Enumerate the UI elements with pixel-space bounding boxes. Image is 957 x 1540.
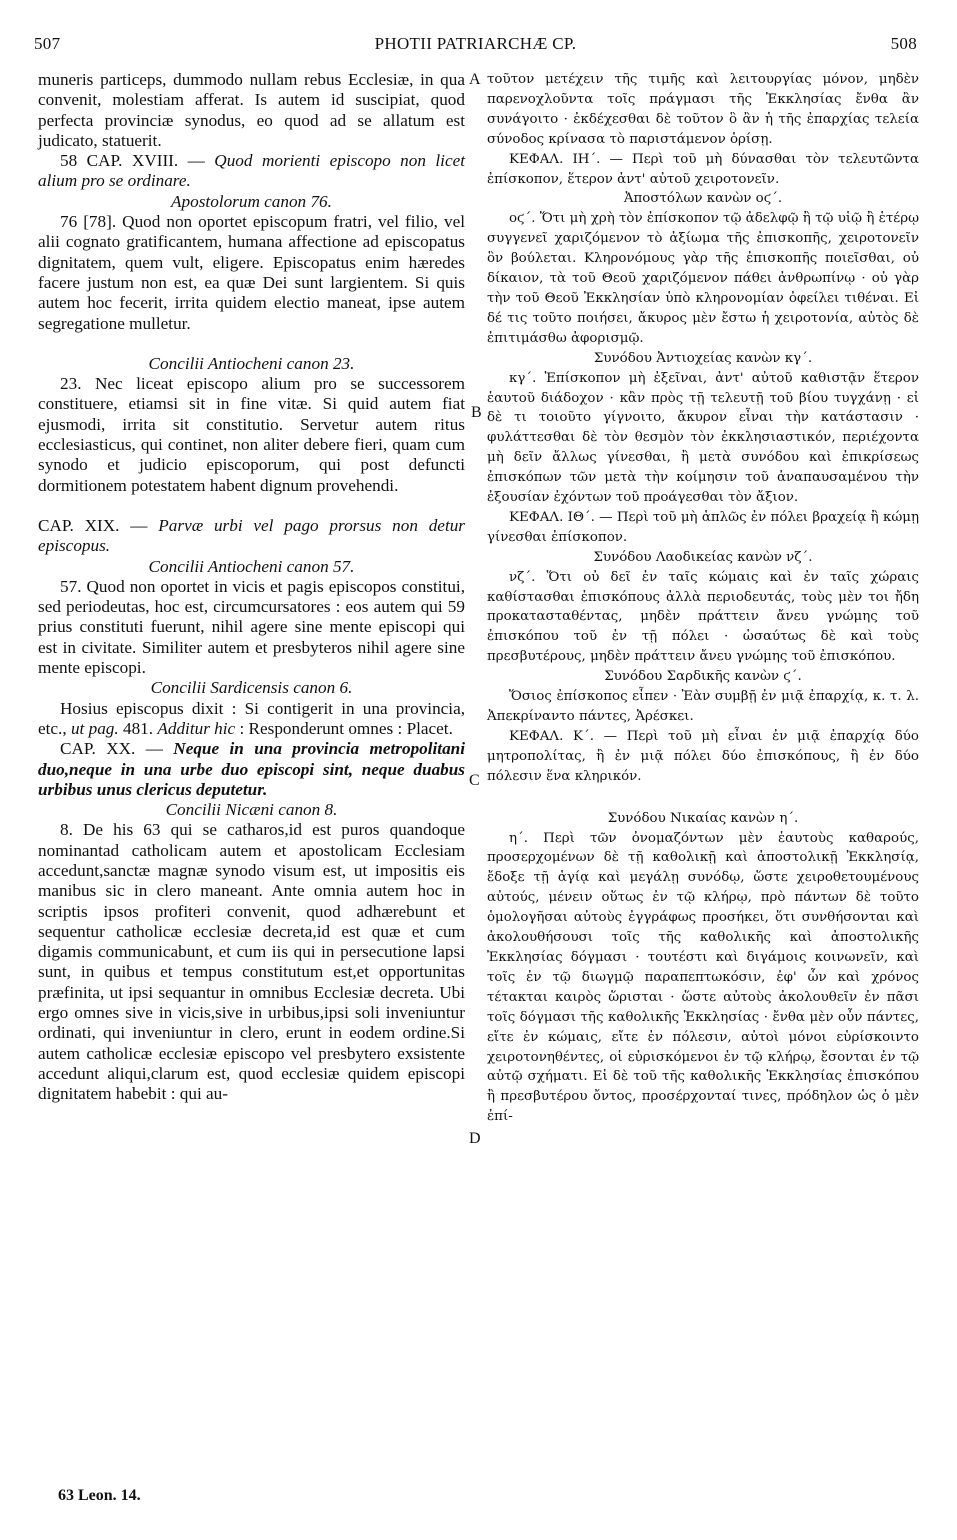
- right-page-number: 508: [890, 34, 917, 53]
- running-title: PHOTII PATRIARCHÆ CP.: [374, 34, 577, 53]
- chapter-title: Neque in una provincia metropolitani duo,neque in una urbe duo episcopi sint, neque duabus urbibus unus clericus deputetur.: [38, 739, 466, 799]
- margin-marker-b: B: [471, 404, 482, 421]
- margin-marker-a: A: [469, 71, 481, 88]
- footnote: 63 Leon. 14.: [58, 1487, 141, 1504]
- canon-text: Ὅσιος ἐπίσκοπος εἶπεν · Ἐὰν συμβῇ ἐν μιᾷ ἐπαρχίᾳ, κ. τ. λ. Ἀπεκρίναντο πάντες, Ἀρέσκει.: [487, 689, 919, 724]
- chapter-heading: ΚΕΦΑΛ. Κ΄. — Περὶ τοῦ μὴ εἶναι ἐν μιᾷ ἐπαρχίᾳ δύο μητροπολίτας, ἢ ἐν μιᾷ πόλει δύο ἐπισκόπους, ἢ ἐν δύο πόλεσιν ἕνα κληρικόν.: [487, 728, 919, 784]
- canon-source: Apostolorum canon 76.: [171, 191, 332, 211]
- margin-marker-d: D: [469, 1130, 481, 1147]
- chapter-title: Parvæ urbi vel pago prorsus non detur episcopus.: [38, 515, 465, 556]
- canon-text: οϛ΄. Ὅτι μὴ χρὴ τὸν ἐπίσκοπον τῷ ἀδελφῷ ἢ τῷ υἱῷ ἢ ἑτέρῳ συγγενεῖ χαριζόμενον τὸ ἀξίωμα τῆς ἐπισκοπῆς, χειροτονεῖν ὃν βούλεται. Κληρονόμους γὰρ τῆς ἐπισκοπῆς ποιεῖσθαι, οὐ δίκαιον, τὰ τοῦ Θεοῦ χαριζόμενον πάθει ἀνθρωπίνῳ · οὐ γὰρ τὴν τοῦ Θεοῦ Ἐκκλησίαν ὑπὸ κληρονομίαν ὀφείλει τιθέναι. Εἰ δέ τις τοῦτο ποιήσει, ἄκυρος μὲν ἔστω ἡ χειροτονία, αὐτὸς δὲ ἐπιτιμάσθω ἀφορισμῷ.: [487, 211, 919, 346]
- canon-source: Συνόδου Νικαίας κανὼν η΄.: [607, 810, 799, 826]
- greek-paragraph: τοῦτον μετέχειν τῆς τιμῆς καὶ λειτουργίας μόνον, μηδὲν παρενοχλοῦντα τοῖς πράγμασι τῆς Ἐκκλησίας ἔνθα ἂν συνάγοιτο · ἐκδέχεσθαι δὲ τοῦτον ὃ ἂν ἡ τῆς ἐπαρχίας τελεία σύνοδος κρίνασα τὸ παριστάμενον ὁρίσῃ.: [487, 72, 919, 147]
- chapter-heading: ΚΕΦΑΛ. ΙΘ΄. — Περὶ τοῦ μὴ ἁπλῶς ἐν πόλει βραχείᾳ ἢ κώμῃ γίνεσθαι ἐπίσκοπον.: [487, 509, 919, 545]
- canon-text-part: Hosius episcopus dixit : Si contigerit in una provincia, etc.,: [38, 698, 465, 738]
- canon-text: 76 [78]. Quod non oportet episcopum fratri, vel filio, vel alii cognato gratificantem, humana affectione ad episcopatus dignitatem, quem vult, eligere. Episcopatus enim hæredes facere justum non est, ea quæ Dei sunt largientem. Si quis autem hoc fecerit, irrita quidem electio maneat, ipse autem segregatione mulletur.: [38, 212, 465, 333]
- chapter-heading: [38, 516, 465, 557]
- chapter-number: CAP. XIX. —: [38, 515, 148, 535]
- margin-marker-c: C: [469, 772, 480, 789]
- canon-text: 8. De his 63 qui se catharos,id est puros quandoque nominantad catholicam autem et apostolicam Ecclesiam accedunt,sanctæ magnæ synodo visum est, ut impositis eis manibus sic in clero maneant. Ante omnia autem hoc in scriptis ipsos profiteri convenit, quod adhærebunt et sequentur catholicæ ecclesiæ decreta,id est quæ et cum digamis communicabunt, et cum iis qui in persecutione lapsi sunt, in quibus et tempus constitutum est,et opportunitas præfinita, ut ipsi sequantur in omnibus Ecclesiæ decreta. Ubi ergo omnes sive in vicis,sive in urbibus,ipsi soli inveniuntur ordinati, qui inveniuntur in clero, erunt in eodem ordine.Si autem catholicæ ecclesiæ episcopo vel presbytero exsistente accedunt aliqui,clarum est, quod ecclesiæ quidem episcopi dignitatem habebit : qui au-: [38, 820, 465, 1104]
- chapter-number: 58 CAP. XVIII. —: [60, 151, 205, 171]
- canon-source: Ἀποστόλων κανὼν οϛ΄.: [623, 191, 783, 207]
- chapter-title: Quod morienti episcopo non licet alium pro se ordinare.: [38, 151, 465, 191]
- canon-source: Συνόδου Λαοδικείας κανὼν νζ΄.: [593, 549, 813, 565]
- canon-text: [38, 699, 465, 740]
- canon-text-part: ut pag.: [70, 718, 119, 738]
- greek-column: [487, 70, 919, 1127]
- canon-source: Concilii Antiocheni canon 23.: [148, 353, 355, 373]
- chapter-heading: [38, 151, 465, 192]
- canon-source: Concilii Antiocheni canon 57.: [148, 556, 355, 576]
- canon-text: η΄. Περὶ τῶν ὀνομαζόντων μὲν ἑαυτοὺς καθαρούς, προσερχομένων δὲ τῇ καθολικῇ καὶ ἀποστολικῇ Ἐκκλησίᾳ, ἔδοξε τῇ ἁγίᾳ καὶ μεγάλῃ συνόδῳ, ὥστε χειροθετουμένους αὐτούς, μένειν οὕτως ἐν τῷ κλήρῳ, πρὸ πάντων δὲ τοῦτο ὁμολογῆσαι αὐτοὺς ἐγγράφως προσήκει, ὅτι συνθήσονται καὶ ἀκολουθήσουσι τοῖς τῆς καθολικῆς καὶ ἀποστολικῆς Ἐκκλησίας δόγμασι · τουτέστι καὶ διγάμοις κοινωνεῖν, καὶ τοῖς ἐν τῷ διωγμῷ παραπεπτωκόσιν, ἐφ' ὧν καὶ χρόνος τέτακται καιρὸς ὥρισται · ὥστε αὐτοὺς ἀκολουθεῖν ἐν πᾶσι τοῖς δόγμασι τῆς καθολικῆς Ἐκκλησίας · ἔνθα μὲν οὖν πάντες, εἴτε ἐν κώμαις, εἴτε ἐν πόλεσιν, αὐτοὶ μόνοι εὑρίσκοιντο χειροτονηθέντες, οἱ εὑρισκόμενοι ἐν τῷ κλήρῳ, ἔσονται ἐν τῷ αὐτῷ σχήματι. Εἰ δὲ τοῦ τῆς καθολικῆς Ἐκκλησίας ἐπισκόπου ἢ πρεσβυτέρου ὄντος, προσέρχονταί τινες, πρόδηλον ὡς ὁ μὲν ἐπί-: [487, 830, 919, 1125]
- canon-text-part: 481.: [122, 718, 154, 738]
- canon-source: Concilii Sardicensis canon 6.: [150, 678, 353, 698]
- latin-column: [38, 70, 465, 1105]
- page-header: [34, 34, 917, 58]
- canon-text: κγ΄. Ἐπίσκοπον μὴ ἐξεῖναι, ἀντ' αὐτοῦ καθιστᾷν ἕτερον ἑαυτοῦ διάδοχον · κἂν πρὸς τῇ τελευτῇ τοῦ βίου τυγχάνῃ · εἰ δὲ τι τοιοῦτο γίγνοιτο, ἄκυρον εἶναι τὴν κατάστασιν · φυλάττεσθαι δὲ τὸν θεσμὸν τὸν ἐκκλησιαστικόν, περιέχοντα μὴ δεῖν ἄλλως γίνεσθαι, ἢ μετὰ συνόδου καὶ ἐπικρίσεως ἐπισκόπων τῶν μετὰ τὴν κοίμησιν τοῦ ἀναπαυσαμένου τὴν ἐξουσίαν ἐχόντων τοῦ προάγεσθαι τὸν ἄξιον.: [487, 370, 919, 506]
- canon-source: Συνόδου Ἀντιοχείας κανὼν κγ΄.: [593, 350, 813, 366]
- canon-source: Concilii Nicæni canon 8.: [165, 800, 338, 820]
- canon-text-part: : Responderunt omnes : Placet.: [239, 718, 453, 738]
- canon-text: 57. Quod non oportet in vicis et pagis episcopos constitui, sed periodeutas, hoc est, circumcursatores : eos autem qui 59 prius constituti fuerunt, nihil agere sine mente episcopi qui est in civitate. Similiter autem et presbyteros nihil agere sine mente episcopi.: [38, 576, 465, 678]
- chapter-heading: ΚΕΦΑΛ. ΙΗ΄. — Περὶ τοῦ μὴ δύνασθαι τὸν τελευτῶντα ἐπίσκοπον, ἕτερον ἀντ' αὐτοῦ χειροτονεῖν.: [487, 151, 919, 187]
- chapter-number: CAP. XX. —: [60, 739, 163, 759]
- canon-text-part: Additur hic: [157, 718, 236, 738]
- canon-text: νζ΄. Ὅτι οὐ δεῖ ἐν ταῖς κώμαις καὶ ἐν ταῖς χώραις καθίστασθαι ἐπισκόπους ἀλλὰ περιοδευτάς, τοὺς μὲν τοι ἤδη προκατασταθέντας, μηδὲν πράττειν ἄνευ γνώμης τοῦ ἐπισκόπου τοῦ ἐν τῇ πόλει · ὡσαύτως δὲ καὶ τοὺς πρεσβυτέρους, μηδὲν πράττειν ἄνευ γνώμης τοῦ ἐπισκόπου.: [487, 569, 919, 665]
- chapter-heading: [38, 739, 465, 800]
- canon-text: 23. Nec liceat episcopo alium pro se successorem constituere, etiamsi sit in fine vitæ. Si quid autem fiat ejusmodi, irrita sit constitutio. Servetur autem ritus ecclesiasticus, qui continet, non aliter debere fieri, quam cum synodo et judicio episcoporum, qui post defuncti dormitionem potestatem habent dignum provehendi.: [38, 374, 465, 495]
- latin-paragraph: muneris particeps, dummodo nullam rebus Ecclesiæ, in qua convenit, molestiam afferat. Is autem id suscipiat, quod perfecta provinciæ synodus, eo quod ad se allatum est judicato, statuerit.: [38, 70, 465, 150]
- canon-source: Συνόδου Σαρδικῆς κανὼν ϛ΄.: [604, 669, 802, 685]
- left-page-number: 507: [34, 34, 61, 53]
